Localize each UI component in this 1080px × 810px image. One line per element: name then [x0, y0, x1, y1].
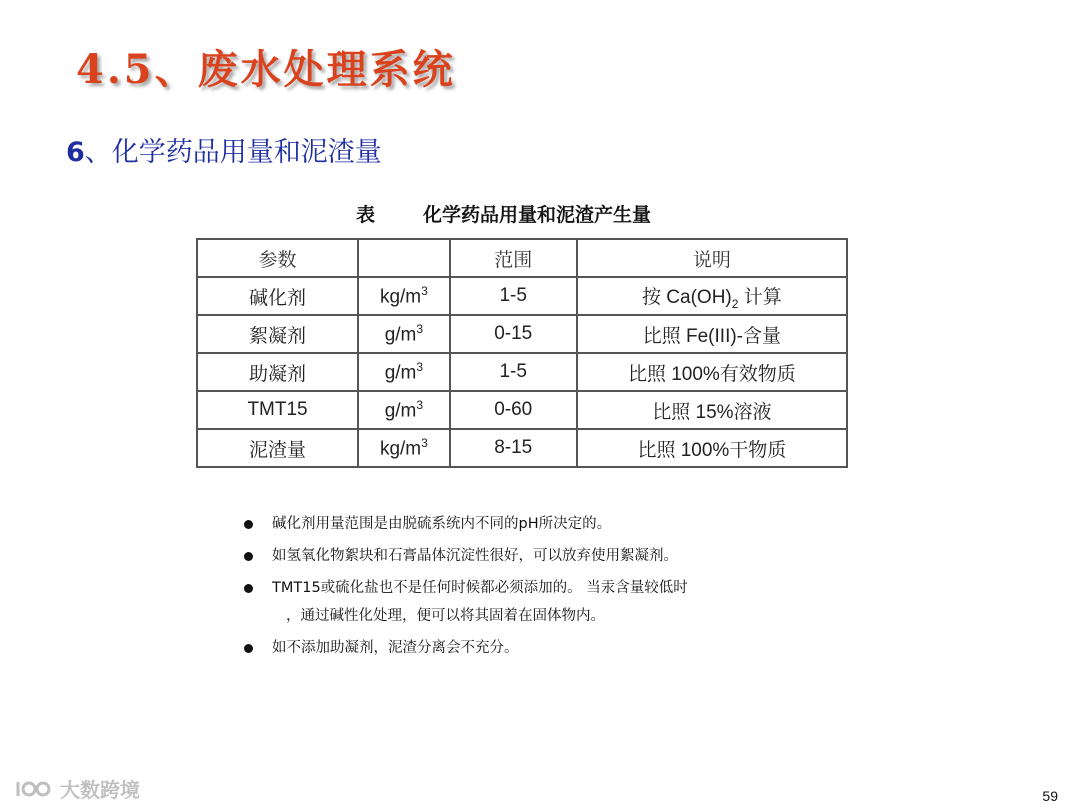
cell-range: 1-5 — [450, 353, 577, 391]
table-row — [197, 315, 847, 353]
cell-name: TMT15 — [197, 391, 358, 429]
list-item: 碱化剂用量范围是由脱硫系统内不同的pH所决定的。 — [244, 510, 844, 538]
table-caption-text: 化学药品用量和泥渣产生量 — [423, 204, 652, 226]
table-row — [197, 429, 847, 467]
cell-unit: $kg/m^3$ — [358, 277, 450, 315]
header-unit — [358, 239, 450, 277]
cell-note: 比照 Fe(III)-含量 — [577, 315, 847, 353]
cell-range: 0-15 — [450, 315, 577, 353]
table-header-row — [197, 239, 847, 277]
table-caption — [356, 200, 651, 227]
cell-note: 比照 15%溶液 — [577, 391, 847, 429]
cell-unit: $g/m^3$ — [358, 315, 450, 353]
cell-name: 助凝剂 — [197, 353, 358, 391]
table-row — [197, 277, 847, 315]
watermark-text: 大数跨境 — [60, 778, 140, 802]
cell-note: 比照 100%有效物质 — [577, 353, 847, 391]
header-param: 参数 — [197, 239, 358, 277]
bullet-dot-icon — [244, 644, 253, 653]
page-number: 59 — [1042, 788, 1058, 804]
slide-title: 4.5、废水处理系统 — [76, 46, 456, 93]
cell-name: 碱化剂 — [197, 277, 358, 315]
list-item: TMT15或硫化盐也不是任何时候都必须添加的。 当汞含量较低时 ，通过碱性化处理，便可以将其固着在固体物内。 — [244, 574, 844, 630]
list-item: 如不添加助凝剂，泥渣分离会不充分。 — [244, 634, 844, 662]
bullet-dot-icon — [244, 584, 253, 593]
cell-name: 泥渣量 — [197, 429, 358, 467]
bullet-dot-icon — [244, 520, 253, 529]
cell-unit: $g/m^3$ — [358, 391, 450, 429]
table-caption-prefix: 表 — [356, 204, 376, 226]
section-subtitle — [66, 130, 382, 169]
cell-unit: $kg/m^3$ — [358, 429, 450, 467]
bullet-dot-icon — [244, 552, 253, 561]
subtitle-text: 、化学药品用量和泥渣量 — [84, 137, 382, 168]
cell-range: 8-15 — [450, 429, 577, 467]
table-row — [197, 353, 847, 391]
brand-logo-icon — [14, 778, 54, 800]
cell-unit: $g/m^3$ — [358, 353, 450, 391]
cell-note: 按 $Ca(OH)_2$ 计算 — [577, 277, 847, 315]
notes-list — [244, 510, 844, 666]
watermark — [14, 774, 140, 803]
header-range: 范围 — [450, 239, 577, 277]
cell-range: 0-60 — [450, 391, 577, 429]
subtitle-number: 6 — [66, 137, 85, 168]
cell-name: 絮凝剂 — [197, 315, 358, 353]
table-row — [197, 391, 847, 429]
chemical-dosage-table — [196, 238, 848, 468]
header-note: 说明 — [577, 239, 847, 277]
cell-note: 比照 100%干物质 — [577, 429, 847, 467]
list-item: 如氢氧化物絮块和石膏晶体沉淀性很好，可以放弃使用絮凝剂。 — [244, 542, 844, 570]
cell-range: 1-5 — [450, 277, 577, 315]
